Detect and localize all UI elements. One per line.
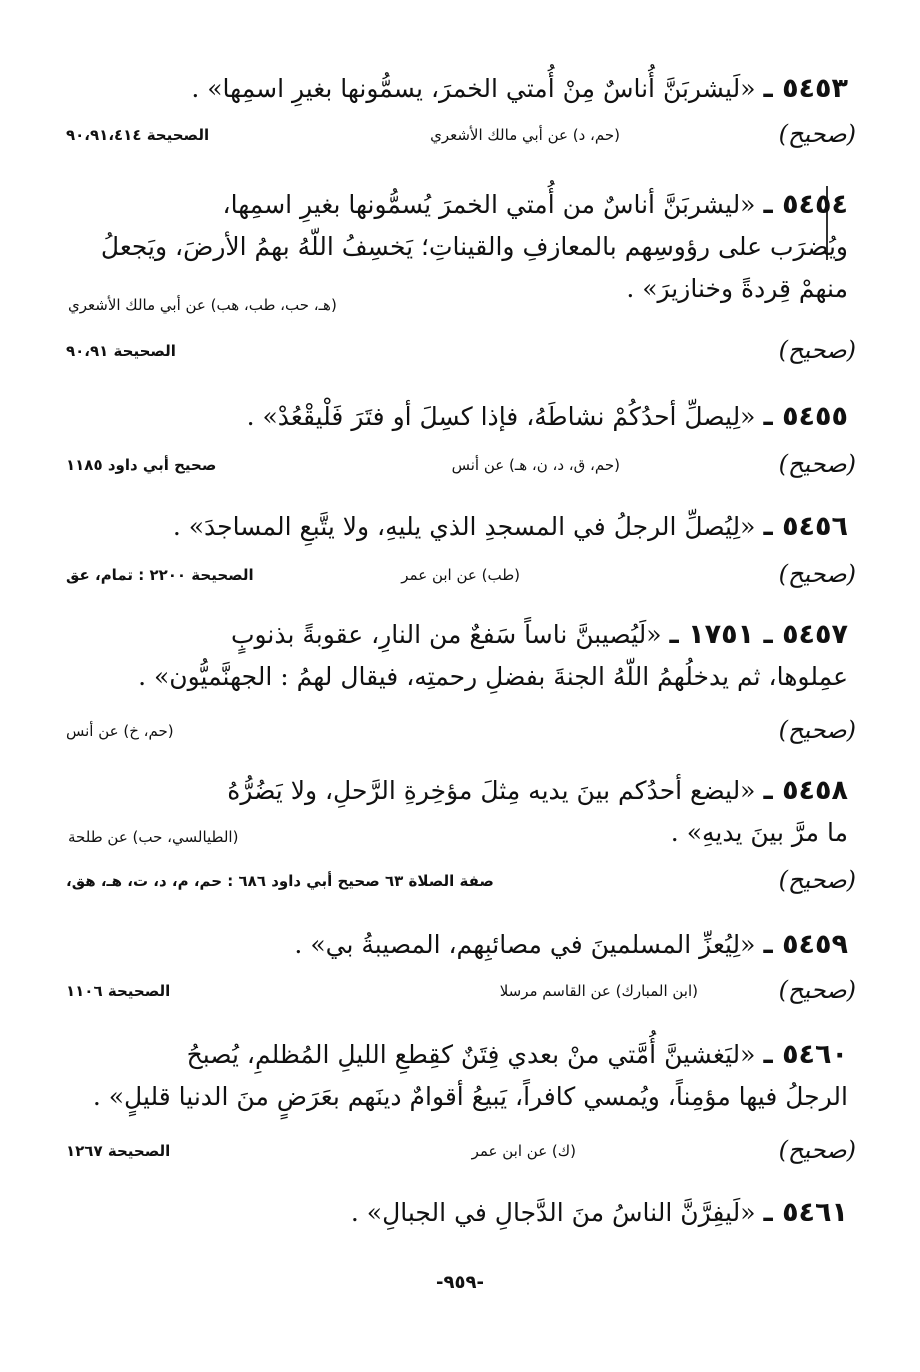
- hadith-5459: [68, 924, 848, 966]
- hadith-5457-meta: [66, 716, 856, 756]
- reference-citation: الصحيحة ١٢٦٧: [66, 1142, 171, 1160]
- hadith-text: «لَيشربَنَّ أُناسٌ مِنْ أُمتي الخمرَ، يسمُّونها بغيرِ اسمِها» .: [191, 74, 756, 103]
- hadith-number: ٥٤٥٦ ـ: [763, 511, 848, 542]
- hadith-text: الرجلُ فيها مؤمِناً، ويُمسي كافراً، يَبيعُ أقوامٌ دينَهم بعَرَضٍ منَ الدنيا قليلٍ» .: [92, 1082, 848, 1111]
- grade-label: (صحيح): [778, 120, 856, 148]
- hadith-5456: [68, 506, 848, 548]
- reference-citation: الصحيحة ١١٠٦: [66, 982, 171, 1000]
- source-citation: (ابن المبارك) عن القاسم مرسلا: [499, 982, 698, 1000]
- hadith-text: «ليضع أحدُكم بينَ يديه مِثلَ مؤخِرةِ الرَّحلِ، ولا يَضُرُّهُ: [227, 776, 756, 805]
- grade-label: (صحيح): [778, 560, 856, 588]
- hadith-5457: [68, 614, 848, 698]
- reference-citation: صفة الصلاة ٦٣ صحيح أبي داود ٦٨٦ : حم، م، د، ت، هـ، هق،: [66, 872, 494, 890]
- hadith-5460: [68, 1034, 848, 1118]
- hadith-number: ٥٤٥٤ ـ: [763, 189, 848, 220]
- grade-label: (صحيح): [778, 450, 856, 478]
- hadith-text: «لِيُصلِّ الرجلُ في المسجدِ الذي يليهِ، ولا يتَّبعِ المساجدَ» .: [172, 512, 756, 541]
- source-citation: (الطيالسي، حب) عن طلحة: [68, 828, 239, 846]
- hadith-text: ما مرَّ بينَ يديهِ» .: [670, 818, 848, 847]
- hadith-number: ٥٤٥٣ ـ: [763, 73, 848, 104]
- hadith-number: ٥٤٦١ ـ: [763, 1197, 848, 1228]
- hadith-5455-meta: [66, 450, 856, 490]
- hadith-5453: [68, 68, 848, 110]
- source-citation: (حم، د) عن أبي مالك الأشعري: [430, 126, 620, 144]
- hadith-5459-meta: [66, 976, 856, 1016]
- hadith-5461: [68, 1192, 848, 1234]
- hadith-text: «لَيفِرَّنَّ الناسُ منَ الدَّجالِ في الجبالِ» .: [350, 1198, 756, 1227]
- grade-label: (صحيح): [778, 716, 856, 744]
- grade-label: (صحيح): [778, 336, 856, 364]
- hadith-text: «ليَغشينَّ أُمَّتي منْ بعدي فِتَنٌ كقِطعِ الليلِ المُظلمِ، يُصبحُ: [186, 1040, 756, 1069]
- hadith-text: «لَيُصيبنَّ ناساً سَفعٌ من النارِ، عقوبةً بذنوبٍ: [230, 620, 662, 649]
- reference-citation: الصحيحة ٩٠،٩١،٤١٤: [66, 126, 210, 144]
- reference-citation: الصحيحة ٩٠،٩١: [66, 342, 176, 360]
- grade-label: (صحيح): [778, 976, 856, 1004]
- grade-label: (صحيح): [778, 866, 856, 894]
- reference-citation: الصحيحة ٢٢٠٠ : تمام، عق: [66, 566, 254, 584]
- hadith-text: «ليشربَنَّ أناسٌ من أُمتي الخمرَ يُسمُّونها بغيرِ اسمِها،: [222, 190, 756, 219]
- hadith-text: «لِيصلِّ أحدُكُمْ نشاطَهُ، فإذا كسِلَ أو فتَرَ فَلْيقْعُدْ» .: [246, 402, 756, 431]
- hadith-5458-meta: [66, 866, 856, 906]
- source-citation: (طب) عن ابن عمر: [401, 566, 520, 584]
- hadith-text: منهمْ قِردةً وخنازيرَ» .: [626, 274, 848, 303]
- page-number: -٩٥٩-: [436, 1272, 484, 1293]
- hadith-5455: [68, 396, 848, 438]
- source-citation: (حم، ق، د، ن، هـ) عن أنس: [451, 456, 620, 474]
- hadith-number: ٥٤٥٨ ـ: [763, 775, 848, 806]
- source-citation: (ك) عن ابن عمر: [471, 1142, 576, 1160]
- source-citation: (هـ، حب، طب، هب) عن أبي مالك الأشعري: [68, 296, 337, 314]
- hadith-number: ٥٤٥٧ ـ ١٧٥١ ـ: [669, 619, 848, 650]
- hadith-5456-meta: [66, 560, 856, 600]
- hadith-5454-meta: [66, 336, 856, 376]
- hadith-5453-meta: [66, 120, 856, 160]
- hadith-5460-meta: [66, 1136, 856, 1176]
- hadith-number: ٥٤٥٩ ـ: [763, 929, 848, 960]
- hadith-number: ٥٤٥٥ ـ: [763, 401, 848, 432]
- hadith-text: ويُضرَب على رؤوسِهم بالمعازفِ والقيناتِ؛ يَخسِفُ اللّهُ بهمُ الأرضَ، ويَجعلُ: [100, 232, 848, 261]
- reference-citation: صحيح أبي داود ١١٨٥: [66, 456, 217, 474]
- hadith-text: «لِيُعزِّ المسلمينَ في مصائبِهم، المصيبةُ بي» .: [294, 930, 756, 959]
- hadith-text: عمِلوها، ثم يدخلُهمُ اللّهُ الجنةَ بفضلِ رحمتِه، فيقال لهمُ : الجهنَّميُّون» .: [138, 662, 848, 691]
- hadith-5454: [68, 184, 848, 310]
- grade-label: (صحيح): [778, 1136, 856, 1164]
- hadith-number: ٥٤٦٠ ـ: [763, 1039, 848, 1070]
- source-citation: (حم، خ) عن أنس: [66, 722, 174, 740]
